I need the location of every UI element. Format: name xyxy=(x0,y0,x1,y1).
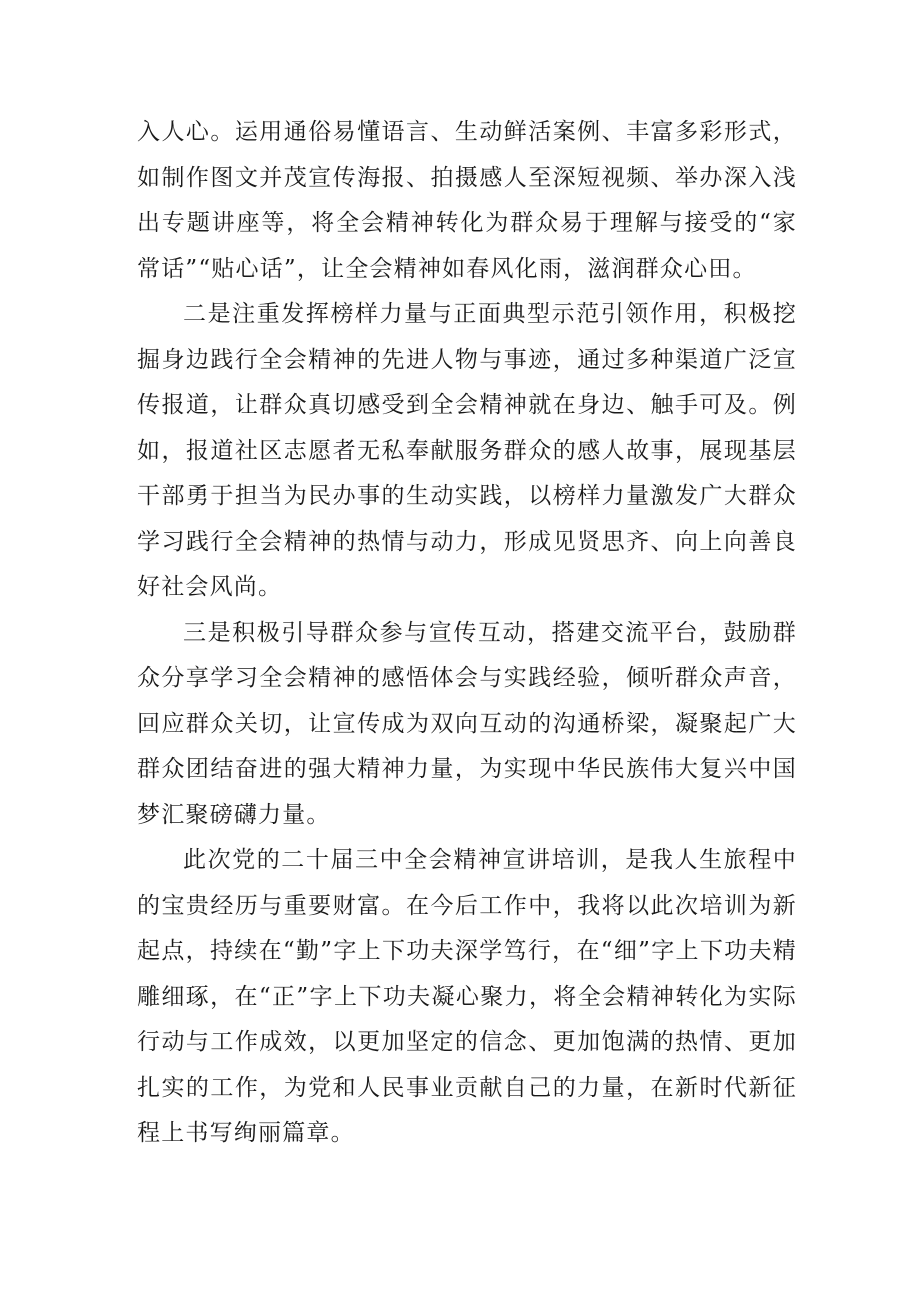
document-body xyxy=(137,110,797,1157)
paragraph-interaction: 三是积极引导群众参与宣传互动，搭建交流平台，鼓励群众分享学习全会精神的感悟体会与实践经验，倾听群众声音，回应群众关切，让宣传成为双向互动的沟通桥梁，凝聚起广大群众团结奋进的强大精神力量，为实现中华民族伟大复兴中国梦汇聚磅礴力量。 xyxy=(137,619,797,828)
paragraph-continuation: 入人心。运用通俗易懂语言、生动鲜活案例、丰富多彩形式，如制作图文并茂宣传海报、拍摄感人至深短视频、举办深入浅出专题讲座等，将全会精神转化为群众易于理解与接受的“家常话”“贴心话”，让全会精神如春风化雨，滋润群众心田。 xyxy=(137,119,797,282)
paragraph-role-models: 二是注重发挥榜样力量与正面典型示范引领作用，积极挖掘身边践行全会精神的先进人物与事迹，通过多种渠道广泛宣传报道，让群众真切感受到全会精神就在身边、触手可及。例如，报道社区志愿者无私奉献服务群众的感人故事，展现基层干部勇于担当为民办事的生动实践，以榜样力量激发广大群众学习践行全会精神的热情与动力，形成见贤思齐、向上向善良好社会风尚。 xyxy=(137,301,797,600)
paragraph-conclusion: 此次党的二十届三中全会精神宣讲培训，是我人生旅程中的宝贵经历与重要财富。在今后工作中，我将以此次培训为新起点，持续在“勤”字上下功夫深学笃行，在“细”字上下功夫精雕细琢，在“正”字上下功夫凝心聚力，将全会精神转化为实际行动与工作成效，以更加坚定的信念、更加饱满的热情、更加扎实的工作，为党和人民事业贡献自己的力量，在新时代新征程上书写绚丽篇章。 xyxy=(137,847,797,1146)
